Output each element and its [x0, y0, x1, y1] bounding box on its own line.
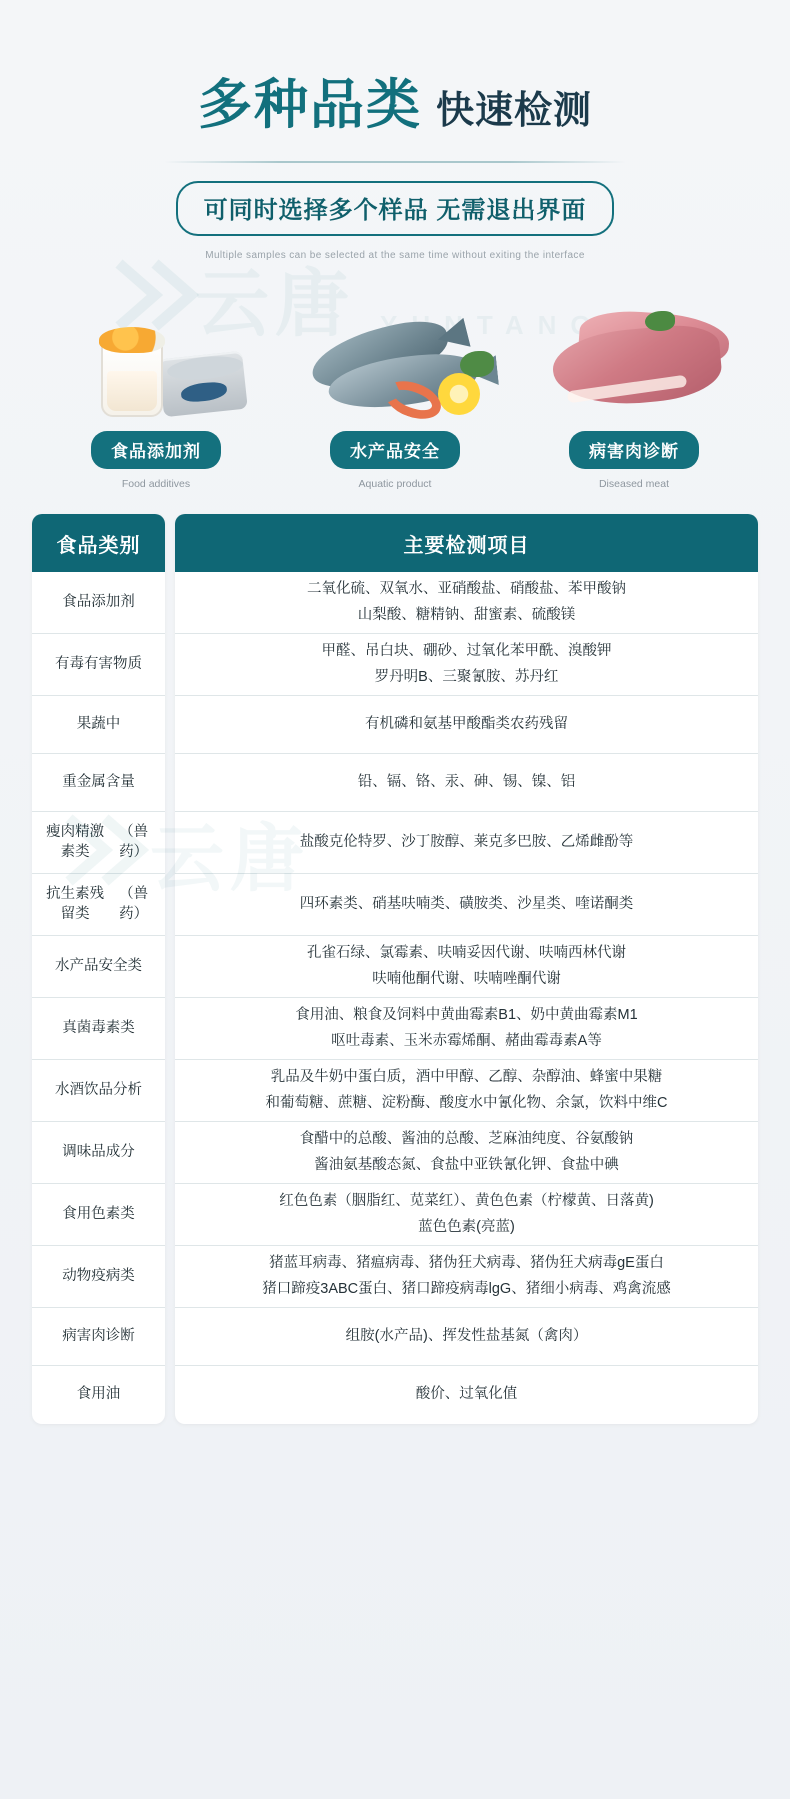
table-row-category: [32, 1308, 165, 1366]
category-line: （兽药）: [119, 885, 149, 922]
card-en-aquatic-product: Aquatic product: [358, 478, 432, 490]
detection-table: [32, 514, 758, 1424]
item-line: 乳品及牛奶中蛋白质，酒中甲醇、乙醇、杂醇油、蜂蜜中果糖: [270, 1069, 663, 1086]
table-row-category: [32, 696, 165, 754]
item-line: 食用油、粮食及饲料中黄曲霉素B1、奶中黄曲霉素M1: [295, 1007, 638, 1024]
category-line: 有毒有害物质: [55, 655, 142, 672]
category-card-food-additives[interactable]: [49, 283, 264, 490]
yogurt-topping-icon: [99, 327, 165, 353]
table-row-items: [175, 874, 758, 936]
table-row-category: [32, 998, 165, 1060]
item-line: 二氧化硫、双氧水、亚硝酸盐、硝酸盐、苯甲酸钠: [307, 581, 626, 598]
item-line: 有机磷和氨基甲酸酯类农药残留: [365, 715, 568, 732]
category-line: （兽药）: [119, 823, 149, 860]
category-line: 调味品成分: [62, 1143, 135, 1160]
table-row-category: [32, 634, 165, 696]
subtitle-english: Multiple samples can be selected at the same time without exiting the interface: [205, 250, 585, 261]
table-category-column: [32, 514, 165, 1424]
table-row-items: [175, 754, 758, 812]
table-row-items: [175, 1308, 758, 1366]
table-row-category: [32, 1366, 165, 1424]
table-row-category: [32, 874, 165, 936]
table-row-items: [175, 1060, 758, 1122]
lemon-icon: [438, 373, 480, 415]
watermark-text-primary: 云唐: [195, 262, 355, 345]
card-label-aquatic-product: 水产品安全: [330, 431, 460, 469]
item-line: 罗丹明B、三聚氰胺、苏丹红: [374, 668, 559, 685]
table-row-category: [32, 812, 165, 874]
category-line: 病害肉诊断: [62, 1327, 135, 1344]
card-label-diseased-meat: 病害肉诊断: [569, 431, 699, 469]
card-photo-aquatic-product: [288, 283, 503, 423]
highlight-pill: 可同时选择多个样品 无需退出界面: [176, 181, 615, 236]
category-line: 动物疫病类: [62, 1267, 135, 1284]
table-items-body: [175, 572, 758, 1424]
card-photo-diseased-meat: [527, 283, 742, 423]
table-row-category: [32, 1184, 165, 1246]
table-row-items: [175, 634, 758, 696]
art-yogurt-and-can: [49, 283, 264, 423]
table-row-category: [32, 754, 165, 812]
category-card-diseased-meat[interactable]: [527, 283, 742, 490]
item-line: 酱油氨基酸态氮、食盐中亚铁氰化钾、食盐中碘: [314, 1156, 619, 1173]
meat-herb-icon: [645, 311, 675, 331]
table-row-items: [175, 572, 758, 634]
page-header: [0, 0, 790, 261]
card-en-food-additives: Food additives: [121, 478, 191, 490]
category-line: 食品添加剂: [62, 593, 135, 610]
item-line: 呋喃他酮代谢、呋喃唑酮代谢: [372, 970, 561, 987]
table-row-category: [32, 1060, 165, 1122]
card-photo-food-additives: [49, 283, 264, 423]
art-fish-and-shrimp: [288, 283, 503, 423]
table-head-category: 食品类别: [32, 514, 165, 572]
category-card-aquatic-product[interactable]: [288, 283, 503, 490]
category-line: 分析: [113, 1081, 142, 1098]
table-row-items: [175, 936, 758, 998]
category-line: 瘦肉精激素类: [46, 823, 105, 860]
item-line: 孔雀石绿、氯霉素、呋喃妥因代谢、呋喃西林代谢: [307, 945, 626, 962]
page-subtitle: 快速检测: [435, 90, 592, 132]
item-line: 呕吐毒素、玉米赤霉烯酮、赭曲霉毒素A等: [331, 1032, 602, 1049]
art-raw-meat: [527, 283, 742, 423]
category-line: 果蔬中: [76, 715, 121, 732]
table-row-items: [175, 1184, 758, 1246]
item-line: 山梨酸、糖精钠、甜蜜素、硫酸镁: [357, 606, 576, 623]
item-line: 蓝色色素(亮蓝): [418, 1218, 515, 1235]
item-line: 四环素类、硝基呋喃类、磺胺类、沙星类、喹诺酮类: [299, 895, 634, 912]
table-row-items: [175, 812, 758, 874]
table-row-category: [32, 572, 165, 634]
table-row-items: [175, 1246, 758, 1308]
category-line: 食用油: [76, 1386, 121, 1403]
item-line: 猪口蹄疫3ABC蛋白、猪口蹄疫病毒lgG、猪细小病毒、鸡禽流感: [262, 1280, 671, 1297]
item-line: 猪蓝耳病毒、猪瘟病毒、猪伪狂犬病毒、猪伪狂犬病毒gE蛋白: [269, 1255, 664, 1272]
title-divider: [165, 161, 625, 163]
table-row-category: [32, 1122, 165, 1184]
item-line: 食醋中的总酸、酱油的总酸、芝麻油纯度、谷氨酸钠: [299, 1131, 634, 1148]
table-row-category: [32, 936, 165, 998]
category-line: 真菌毒素类: [62, 1019, 135, 1036]
category-cards: [0, 283, 790, 490]
table-head-items: 主要检测项目: [175, 514, 758, 572]
item-line: 铅、镉、铬、汞、砷、锡、镍、铝: [357, 773, 576, 790]
category-line: 抗生素残留类: [46, 885, 105, 922]
table-row-items: [175, 1122, 758, 1184]
category-line: 水产品安全类: [55, 957, 142, 974]
pill-wrap: [0, 181, 790, 236]
card-en-diseased-meat: Diseased meat: [598, 478, 670, 490]
table-row-category: [32, 1246, 165, 1308]
item-line: 红色色素（胭脂红、苋菜红）、黄色色素（柠檬黄、日落黄): [279, 1193, 654, 1210]
table-items-column: [175, 514, 758, 1424]
item-line: 组胺(水产品)、挥发性盐基氮（禽肉）: [345, 1327, 588, 1344]
title-row: [0, 62, 790, 139]
item-line: 甲醛、吊白块、硼砂、过氧化苯甲酰、溴酸钾: [321, 643, 612, 660]
card-label-food-additives: 食品添加剂: [91, 431, 221, 469]
table-row-items: [175, 998, 758, 1060]
item-line: 酸价、过氧化值: [415, 1386, 518, 1403]
page-title: 多种品类: [197, 75, 422, 135]
category-line: 重金属含量: [62, 773, 135, 790]
category-line: 水酒饮品: [55, 1081, 113, 1098]
watermark-text-pinyin: YUNTANG: [380, 310, 605, 340]
category-line: 食用色素类: [62, 1205, 135, 1222]
item-line: 和葡萄糖、蔗糖、淀粉酶、酸度水中氰化物、余氯，饮料中维C: [265, 1094, 668, 1111]
table-row-items: [175, 696, 758, 754]
table-row-items: [175, 1366, 758, 1424]
item-line: 盐酸克伦特罗、沙丁胺醇、莱克多巴胺、乙烯雌酚等: [299, 833, 634, 850]
table-category-body: [32, 572, 165, 1424]
